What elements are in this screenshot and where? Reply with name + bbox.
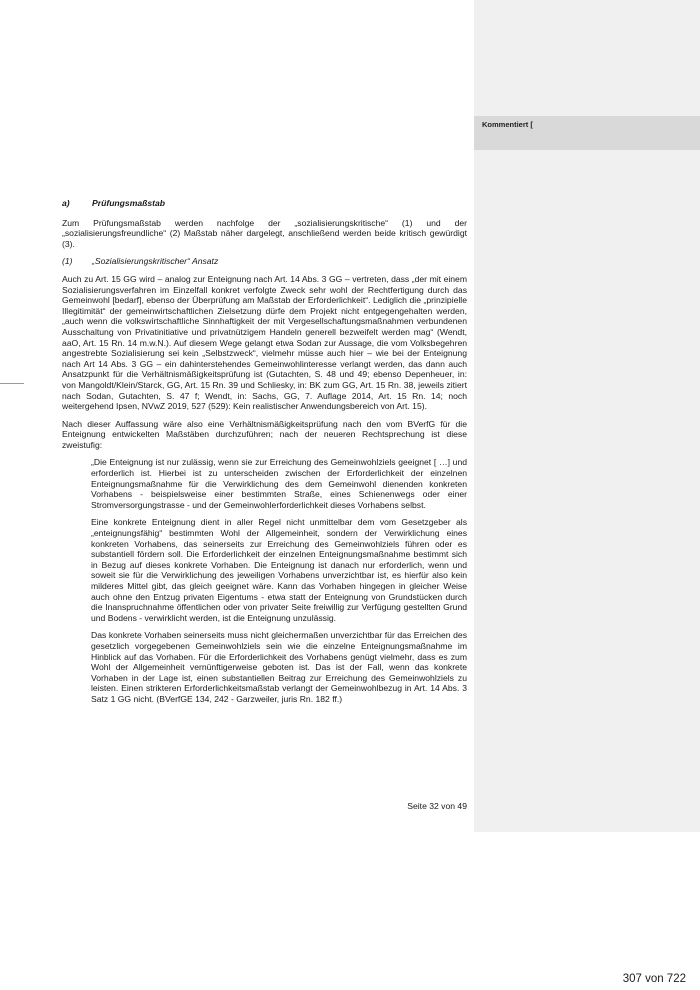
quote-paragraph-2: Eine konkrete Enteignung dient in aller Regel nicht unmittelbar dem vom Gesetzgeber als „enteignungsfähig“ bestimmten Wohl der Allgemeinheit, sondern der Verwirklichung eines konkreten Vorhabens, das seinerseits zur Erreichung des Gemeinwohlziels führen oder es substantiell fördern soll. Die Erforderlichkeit der einzelnen Enteignungsmaßnahme bestimmt sich in Bezug auf dieses konkrete Vorhaben. Die Enteignung ist danach nur erforderlich, wenn und soweit sie für die Verwirklichung des jeweiligen Vorhabens unverzichtbar ist, es hierfür also kein milderes Mittel gibt, das gleich geeignet wäre. Kann das Vorhaben hingegen in gleicher Weise auch ohne den Entzug privaten Eigentums - etwa statt der Enteignung von Grundstücken durch die Inanspruchnahme öffentlichen oder von privater Seite freiwillig zur Verfügung gestellten Grund und Bodens - verwirklicht werden, ist die Enteignung unzulässig. bbox=[91, 517, 467, 623]
quote-paragraph-1: „Die Enteignung ist nur zulässig, wenn sie zur Erreichung des Gemeinwohlziels geeignet [ …] und erforderlich ist. Hierbei ist zu unterscheiden zwischen der Erforderlichkeit der einzelnen Enteignungsmaßnahme für die Verwirklichung des dem Gemeinwohl dienenden konkreten Vorhabens - beispielsweise einer bestimmten Straße, eines Schienenwegs oder einer Stromversorgungstrasse - und der Gemeinwohlerforderlichkeit dieses Vorhabens selbst. bbox=[91, 457, 467, 510]
section-number: a) bbox=[62, 198, 70, 208]
sheet-page-number: 307 von 722 bbox=[622, 973, 686, 985]
margin-mark bbox=[0, 383, 24, 384]
body-paragraph-1: Auch zu Art. 15 GG wird – analog zur Enteignung nach Art. 14 Abs. 3 GG – vertreten, dass „der mit einem Sozialisierungsverfahren im Einzelfall konkret verfolgte Zweck sehr wohl der Rechtfertigung durch das Gemeinwohl [bedarf], ebenso der Überprüfung am Maßstab der Erforderlichkeit“. Lediglich die „prinzipielle Illegitimität“ der gemeinwirtschaftlichen Zielsetzung dürfe dem Projekt nicht entgegengehalten werden, „auch wenn die volkswirtschaftliche Sinnhaftigkeit der mit Vergesellschaftungsmaßnahmen verbundenen Ausschaltung von Privatinitiative und privatnützigem Handeln generell bezweifelt werden mag“ (Wendt, aaO, Art. 15 Rn. 14 m.w.N.). Auf diesem Wege gelangt etwa Sodan zur Aussage, die vom Volksbegehren angestrebte Sozialisierung sei kein „Selbstzweck“, vielmehr müsse auch hier – wie bei der Enteignung nach Art 14 Abs. 3 GG – ein dahinterstehendes Gemeinwohlinteresse verlangt werden, das dann auch Ansatzpunkt für die Verhältnismäßigkeitsprüfung ist (Gutachten, S. 48 und 49; ebenso Depenheuer, in: von Mangoldt/Klein/Starck, GG, Art. 15 Rn. 39 und Schliesky, in: BK zum GG, Art. 15 Rn. 38, jeweils zitiert nach Sodan, Gutachten, S. 47 f; Wendt, in: Sachs, GG, 7. Auflage 2014, Art. 15 Rn. 14; noch weitergehend Ipsen, NVwZ 2019, 527 (529): Kein realistischer Anwendungsbereich von Art. 15). bbox=[62, 273, 467, 412]
subsection-title: „Sozialisierungskritischer“ Ansatz bbox=[92, 256, 219, 267]
intro-paragraph: Zum Prüfungsmaßstab werden nachfolge der „sozialisierungskritische“ (1) und der „sozialisierungsfreundliche“ (2) Maßstab näher dargelegt, anschließend werden beide kritisch gewürdigt (3). bbox=[62, 217, 467, 249]
section-heading bbox=[62, 198, 467, 209]
section-title: Prüfungsmaßstab bbox=[92, 198, 166, 208]
quote-paragraph-3: Das konkrete Vorhaben seinerseits muss nicht gleichermaßen unverzichtbar für das Erreichen des gesetzlich vorgegebenen Gemeinwohlziels sein wie die einzelne Enteignungsmaßnahme im Hinblick auf das Vorhaben. Für die Erforderlichkeit des Vorhabens genügt vielmehr, dass es zum Wohl der Allgemeinheit vernünftigerweise geboten ist. Das ist der Fall, wenn das konkrete Vorhaben in der Lage ist, einen substantiellen Beitrag zur Erreichung des Gemeinwohlziels zu leisten. Einen strikteren Erforderlichkeitsmaßstab verlangt der Gemeinwohlbezug in Art. 14 Abs. 3 Satz 1 GG nicht. (BVerfGE 134, 242 - Garzweiler, juris Rn. 182 ff.) bbox=[91, 630, 467, 704]
page-footer: Seite 32 von 49 bbox=[407, 801, 467, 811]
document-page bbox=[62, 198, 467, 712]
subsection-number: (1) bbox=[62, 256, 73, 267]
body-paragraph-2: Nach dieser Auffassung wäre also eine Verhältnismäßigkeitsprüfung nach den vom BVerfG für die Enteignung entwickelten Maßstäben durchzuführen; nach der neueren Rechtsprechung ist diese zweistufig: bbox=[62, 418, 467, 450]
subsection-heading bbox=[62, 256, 467, 267]
comment-box[interactable] bbox=[474, 116, 700, 150]
comment-label: Kommentiert [ bbox=[482, 120, 533, 129]
